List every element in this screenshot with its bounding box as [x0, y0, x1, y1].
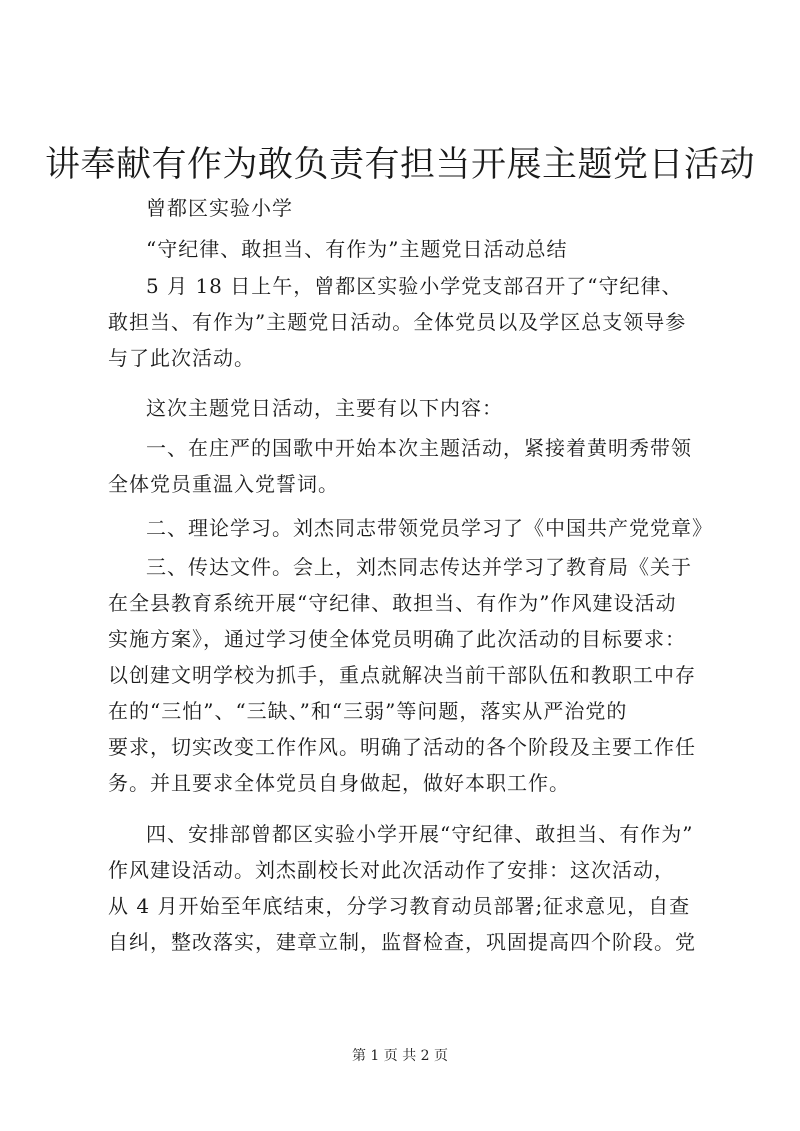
page-number-footer: 第 1 页 共 2 页	[351, 1048, 449, 1064]
text-line: 5 月 18 日上午，曾都区实验小学党支部召开了“守纪律、	[146, 274, 683, 298]
document-subtitle	[108, 231, 748, 267]
author-line	[108, 190, 748, 226]
paragraph-item-two	[108, 510, 713, 546]
text-line: 与了此次活动。	[108, 346, 255, 370]
text-line: 曾都区实验小学	[146, 196, 293, 220]
text-line: 自纠，整改落实，建章立制，监督检查，巩固提高四个阶段。党	[108, 930, 696, 954]
text-line: 一、在庄严的国歌中开始本次主题活动，紧接着黄明秀带领	[146, 436, 692, 460]
text-line: 四、安排部曾都区实验小学开展“守纪律、敢担当、有作为”	[146, 822, 694, 846]
text-line: 务。并且要求全体党员自身做起，做好本职工作。	[108, 771, 570, 795]
paragraph-meeting-intro	[108, 268, 710, 376]
text-line: 从 4 月开始至年底结束，分学习教育动员部署;征求意见，自查	[108, 894, 691, 918]
text-line: 在全县教育系统开展“守纪律、敢担当、有作为”作风建设活动	[108, 591, 677, 615]
document-title: 讲奉献有作为敢负责有担当开展主题党日活动	[44, 145, 755, 185]
paragraph-contents-intro	[108, 390, 710, 426]
text-line: 在的“三怕”、“三缺、”和“三弱”等问题，落实从严治党的	[108, 699, 628, 723]
text-line: 全体党员重温入党誓词。	[108, 472, 339, 496]
text-line: 实施方案》，通过学习使全体党员明确了此次活动的目标要求：	[108, 627, 686, 651]
text-line: 敢担当、有作为”主题党日活动。全体党员以及学区总支领导参	[108, 310, 687, 334]
text-line: 以创建文明学校为抓手，重点就解决当前干部队伍和教职工中存	[108, 663, 696, 687]
text-line: 要求，切实改变工作作风。明确了活动的各个阶段及主要工作任	[108, 735, 696, 759]
paragraph-item-three	[108, 549, 710, 801]
text-line: “守纪律、敢担当、有作为”主题党日活动总结	[146, 237, 568, 261]
text-line: 这次主题党日活动，主要有以下内容：	[146, 396, 503, 420]
text-line: 二、理论学习。刘杰同志带领党员学习了《中国共产党党章》	[146, 516, 713, 540]
paragraph-item-one	[108, 430, 710, 502]
text-line: 作风建设活动。刘杰副校长对此次活动作了安排：这次活动，	[108, 858, 675, 882]
text-line: 三、传达文件。会上，刘杰同志传达并学习了教育局《关于	[146, 555, 692, 579]
paragraph-item-four	[108, 816, 710, 960]
